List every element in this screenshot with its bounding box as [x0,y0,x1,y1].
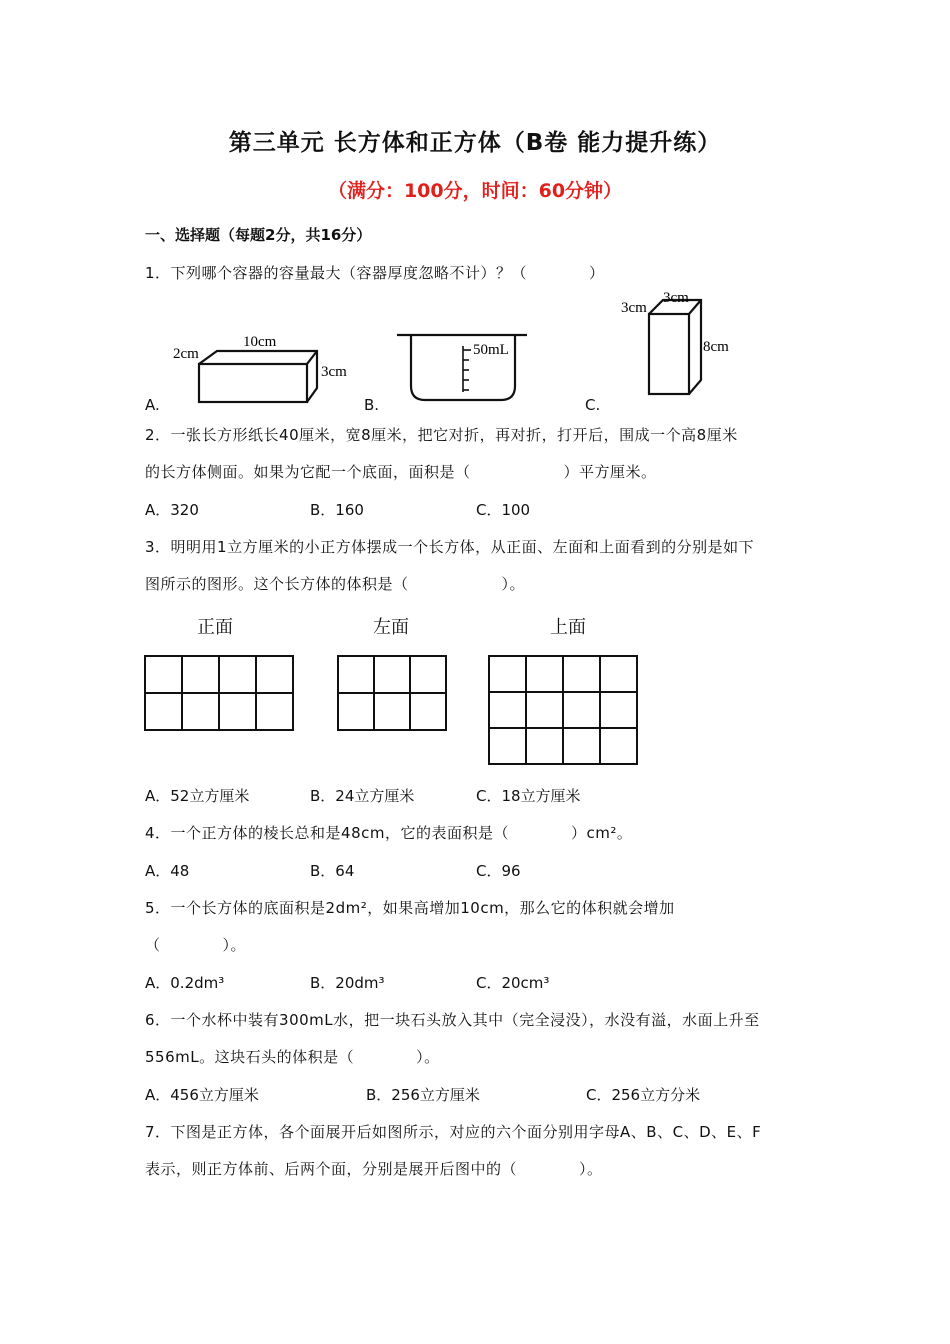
q3-left-view-grid [337,655,447,731]
q4-option-b[interactable]: B．64 [310,862,355,880]
q1-option-c[interactable]: C. [585,396,601,414]
q1b-volume-label: 50mL [473,342,509,358]
q3-top-view-grid [488,655,638,765]
q4-option-c[interactable]: C．96 [476,862,521,880]
q6-stem-line2: 556mL。这块石头的体积是（ ）。 [145,1048,440,1066]
q6-option-b[interactable]: B．256立方厘米 [366,1086,480,1104]
q1-option-a[interactable]: A. [145,396,160,414]
q3-option-a[interactable]: A．52立方厘米 [145,787,250,805]
q3-option-c[interactable]: C．18立方厘米 [476,787,581,805]
q1c-top-label-2: 3cm [621,300,647,316]
q3-front-view-grid [144,655,294,731]
q5-stem-line1: 5．一个长方体的底面积是2dm²，如果高增加10cm，那么它的体积就会增加 [145,899,675,917]
q2-option-a[interactable]: A．320 [145,501,199,519]
q5-option-b[interactable]: B．20dm³ [310,974,385,992]
q5-stem-line2: （ ）。 [145,936,247,954]
q2-option-b[interactable]: B．160 [310,501,364,519]
q3-stem-line2: 图所示的图形。这个长方体的体积是（ ）。 [145,575,526,593]
q7-stem-line2: 表示，则正方体前、后两个面，分别是展开后图中的（ ）。 [145,1160,603,1178]
q6-option-c[interactable]: C．256立方分米 [586,1086,701,1104]
q1-measuring-cup-figure [395,330,535,406]
q1a-length-label: 10cm [243,334,277,350]
q2-stem-line2: 的长方体侧面。如果为它配一个底面，面积是（ ）平方厘米。 [145,463,657,481]
q1-tall-cuboid-figure [615,288,745,406]
q1-cuboid-figure [165,328,365,408]
q5-option-c[interactable]: C．20cm³ [476,974,550,992]
page-title: 第三单元 长方体和正方体（B卷 能力提升练） [228,130,722,156]
q6-option-a[interactable]: A．456立方厘米 [145,1086,259,1104]
q5-option-a[interactable]: A．0.2dm³ [145,974,225,992]
q1c-height-label: 8cm [703,339,729,355]
q3-view-top-label: 上面 [550,617,586,638]
q1a-width-label: 2cm [173,346,199,362]
q4-stem: 4．一个正方体的棱长总和是48cm，它的表面积是（ ）cm²。 [145,824,633,842]
q1-option-b[interactable]: B. [364,396,380,414]
q3-view-front-label: 正面 [197,617,233,638]
q3-option-b[interactable]: B．24立方厘米 [310,787,415,805]
q3-view-left-label: 左面 [373,617,409,638]
section-title: 一、选择题（每题2分，共16分） [145,226,372,244]
q2-stem-line1: 2．一张长方形纸长40厘米，宽8厘米，把它对折，再对折，打开后，围成一个高8厘米 [145,426,738,444]
q7-stem-line1: 7．下图是正方体，各个面展开后如图所示，对应的六个面分别用字母A、B、C、D、E、F [145,1123,762,1141]
q4-option-a[interactable]: A．48 [145,862,190,880]
q1a-height-label: 3cm [321,364,347,380]
q6-stem-line1: 6．一个水杯中装有300mL水，把一块石头放入其中（完全浸没），水没有溢，水面上升至 [145,1011,760,1029]
q2-option-c[interactable]: C．100 [476,501,531,519]
q1-stem: 1．下列哪个容器的容量最大（容器厚度忽略不计）？（ ） [145,264,605,282]
q1c-top-label-1: 3cm [663,290,689,306]
q3-stem-line1: 3．明明用1立方厘米的小正方体摆成一个长方体，从正面、左面和上面看到的分别是如下 [145,538,755,556]
page-subtitle: （满分：100分，时间：60分钟） [327,180,623,202]
